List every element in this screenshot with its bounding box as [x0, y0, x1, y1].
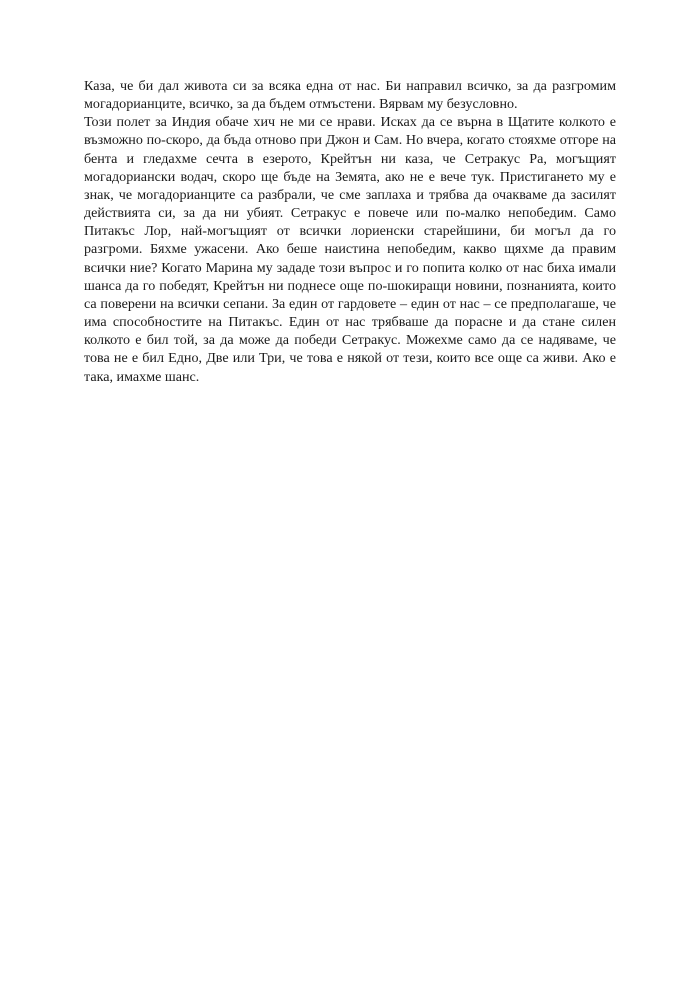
- paragraph: Каза, че би дал живота си за всяка една от нас. Би направил всичко, за да разгромим могадорианците, всичко, за да бъдем отмъстени. Вярвам му безусловно.: [84, 78, 616, 113]
- body-text: [84, 77, 616, 386]
- paragraph: Този полет за Индия обаче хич не ми се нрави. Исках да се върна в Щатите колкото е възможно по-скоро, да бъда отново при Джон и Сам. Но вчера, когато стояхме отгоре на бента и гледахме сечта в езерото, Крейтън ни каза, че Сетракус Ра, могъщият могадориански водач, скоро ще бъде на Земята, ако не е вече тук. Пристигането му е знак, че могадорианците са разбрали, че сме заплаха и трябва да очакваме да засилят действията си, за да ни убият. Сетракус е повече или по-малко непобедим. Само Питакъс Лор, най-могъщият от всички лориенски старейшини, би могъл да го разгроми. Бяхме ужасени. Ако беше наистина непобедим, какво щяхме да правим всички ние? Когато Марина му зададе този въпрос и го попита колко от нас биха имали шанса да го победят, Крейтън ни поднесе още по-шокиращи новини, познанията, които са поверени на всички сепани. За един от гардовете – един от нас – се предполагаше, че има способностите на Питакъс. Един от нас трябваше да порасне и да стане силен колкото е бил той, за да може да победи Сетракус. Можехме само да се надяваме, че това не е бил Едно, Две или Три, че това е някой от тези, които все още са живи. Ако е така, имахме шанс.: [84, 114, 616, 385]
